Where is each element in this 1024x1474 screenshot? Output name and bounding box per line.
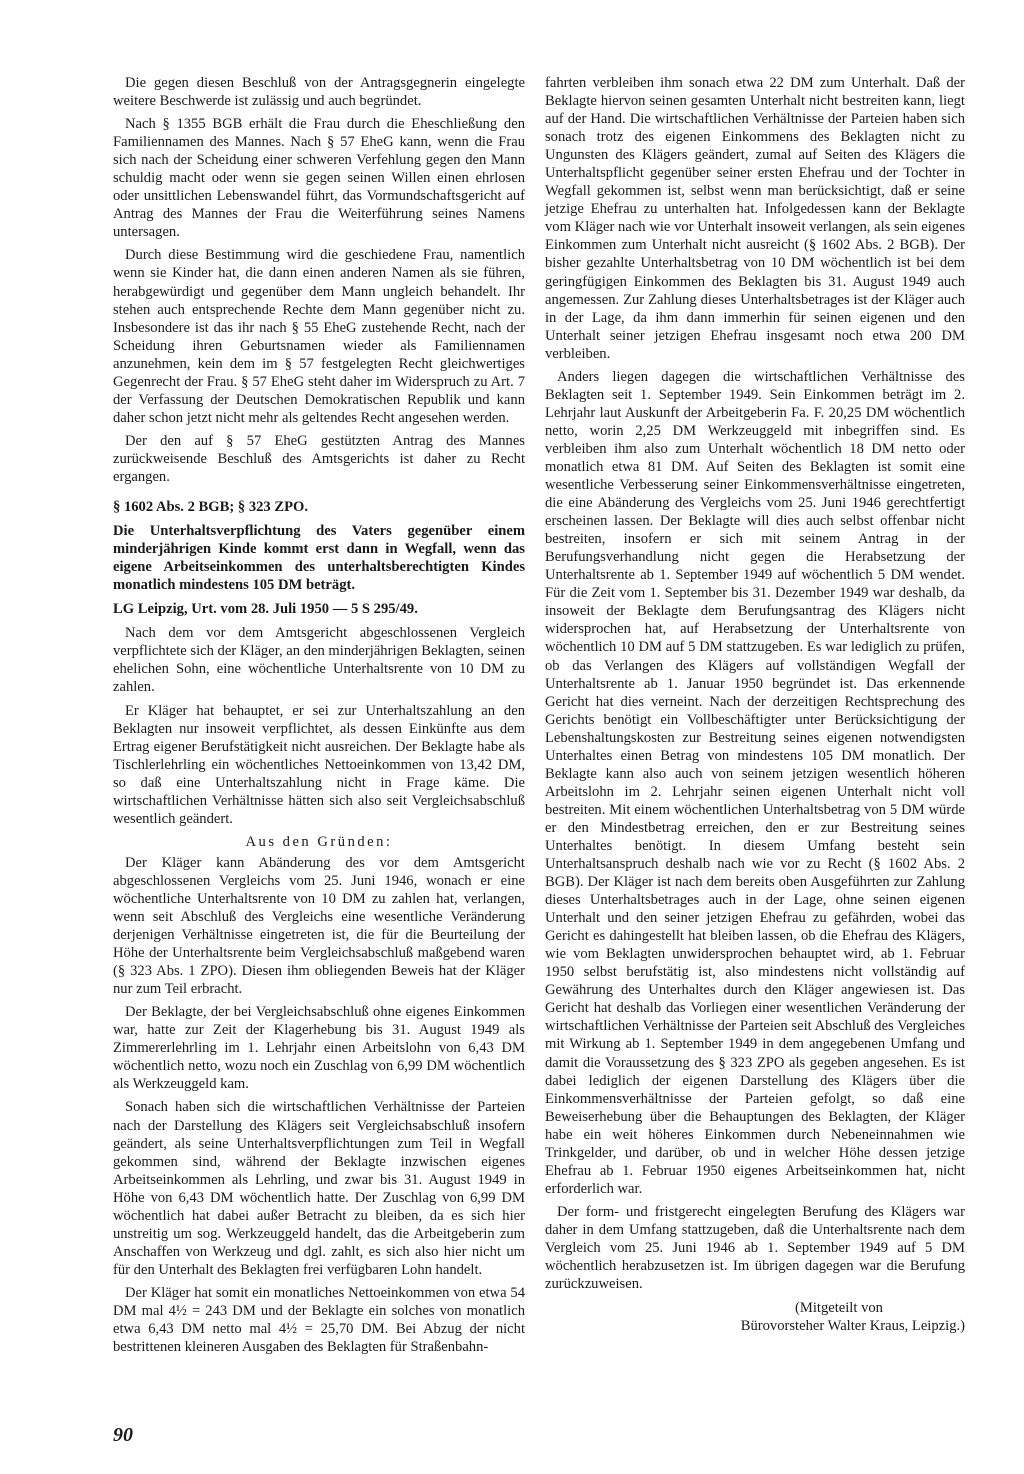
paragraph: Die gegen diesen Beschluß von der Antragsgegnerin eingelegte weitere Beschwerde ist zulässig und auch begründet. [113,75,525,110]
paragraph: Der den auf § 57 EheG gestützten Antrag des Mannes zurückweisende Beschluß des Amtsgerichts ist daher zu Recht ergangen. [113,432,525,485]
grounds-heading: Aus den Gründen: [245,833,393,850]
paragraph: Der Beklagte, der bei Vergleichsabschluß ohne eigenes Einkommen war, hatte zur Zeit der Klagerhebung bis 31. August 1949 als Zimmererlehrling im 1. Lehrjahr einen Arbeitslohn von 6,43 DM wöchentlich netto, wozu noch ein Zuschlag von 6,99 DM wöchentlich als Werkzeuggeld kam. [113,1004,525,1093]
paragraph: Der form- und fristgerecht eingelegten Berufung des Klägers war daher in dem Umfang stattzugeben, daß die Unterhaltsrente nach dem Vergleich vom 25. Juni 1946 ab 1. September 1949 auf 5 DM wöchentlich herabzusetzen ist. Im übrigen dagegen war die Berufung zurückzuweisen. [545,1203,965,1293]
paragraph: fahrten verbleiben ihm sonach etwa 22 DM zum Unterhalt. Daß der Beklagte hiervon seinen gesamten Unterhalt nicht bestreiten kann, liegt auf der Hand. Die wirtschaftlichen Verhältnisse der Parteien haben sich sonach trotz des eigenen Einkommens des Beklagten nicht zu Ungunsten des Klägers geändert, zumal auf Seiten des Klägers die Unterhaltspflicht gegenüber seiner ersten Ehefrau und der Tochter in Wegfall gekommen ist, selbst wenn man berücksichtigt, daß er seine jetzige Ehefrau zu unterhalten hat. Infolgedessen kann der Beklagte vom Kläger nach wie vor Unterhalt insoweit verlangen, als sein eigenes Einkommen zum Unterhalt nicht ausreicht (§ 1602 Abs. 2 BGB). Der bisher gezahlte Unterhaltsbetrag von 10 DM wöchentlich ist bei dem geringfügigen Einkommen des Beklagten bis 31. August 1949 auch angemessen. Zur Zahlung dieses Unterhaltsbetrages ist der Kläger auch in der Lage, da ihm dann immerhin für seinen eigenen und den Unterhalt seiner jetzigen Ehefrau insgesamt noch etwa 200 DM verbleiben. [545,75,965,362]
credit-line [545,1299,955,1317]
paragraph: Er Kläger hat behauptet, er sei zur Unterhaltszahlung an den Beklagten nur insoweit verpflichtet, als dessen Einkünfte aus dem Ertrag eigener Berufstätigkeit nicht ausreichen. Der Beklagte habe als Tischlerlehrling ein wöchentliches Nettoeinkommen von 13,42 DM, so daß eine Unterhaltszahlung nicht in Frage käme. Die wirtschaftlichen Verhältnisse hätten sich also seit Vergleichsabschluß wesentlich geändert. [113,702,525,827]
section-heading: § 1602 Abs. 2 BGB; § 323 ZPO. [113,499,309,516]
court-citation: LG Leipzig, Urt. vom 28. Juli 1950 — 5 S 295/49. [113,601,418,618]
left-column [113,74,525,1361]
paragraph: Nach § 1355 BGB erhält die Frau durch die Eheschließung den Familiennamen des Mannes. Nach § 57 EheG kann, wenn die Frau sich nach der Scheidung einer schweren Verfehlung gegen den Mann schuldig macht oder wenn sie gegen seinen Willen einen ehrlosen oder unsittlichen Lebenswandel führt, das Vormundschaftsgericht auf Antrag des Mannes der Frau die Weiterführung seines Namens untersagen. [113,116,525,241]
paragraph: Der Kläger hat somit ein monatliches Nettoeinkommen von etwa 54 DM mal 4½ = 243 DM und der Beklagte ein solches von monatlich etwa 6,43 DM netto mal 4½ = 25,70 DM. Bei Abzug der nicht bestrittenen kleineren Ausgaben des Beklagten für Straßenbahn- [113,1284,525,1356]
paragraph: Durch diese Bestimmung wird die geschiedene Frau, namentlich wenn sie Kinder hat, die dann einen anderen Namen als sie führen, herabgewürdigt und gegenüber dem Mann ungleich behandelt. Ihr stehen auch entsprechende Rechte dem Mann gegenüber nicht zu. Insbesondere ist das ihr nach § 55 EheG zustehende Recht, nach der Scheidung ihren Geburtsnamen wieder als Familiennamen anzunehmen, kein dem im § 57 festgelegten Recht gleichwertiges Gegenrecht der Frau. § 57 EheG steht daher im Widerspruch zu Art. 7 der Verfassung der Deutschen Demokratischen Republik und kann daher schon jetzt nicht mehr als geltendes Recht angesehen werden. [113,247,525,426]
paragraph: Anders liegen dagegen die wirtschaftlichen Verhältnisse des Beklagten seit 1. September 1949. Sein Einkommen beträgt im 2. Lehrjahr laut Auskunft der Arbeitgeberin Fa. F. 20,25 DM wöchentlich netto, worin 2,25 DM Werkzeuggeld mit inbegriffen sind. Es verbleiben ihm also zum Unterhalt wöchentlich 18 DM netto oder monatlich etwa 81 DM. Auf Seiten des Beklagten ist somit eine wesentliche Verbesserung seiner Einkommensverhältnisse eingetreten, die eine Abänderung des Vergleichs vom 25. Juni 1946 gerechtfertigt erscheinen lassen. Der Beklagte will dies auch selbst offenbar nicht bestreiten, insofern er sich mit seinem Antrag in der Berufungsverhandlung nicht gegen die Herabsetzung der Unterhaltsrente ab 1. September 1949 auf wöchentlich 5 DM wendet. Für die Zeit vom 1. September bis 31. Dezember 1949 war deshalb, da insoweit der Beklagte dem Berufungsantrag des Klägers nicht widersprochen hat, auf Herabsetzung der Unterhaltsrente von wöchentlich 10 DM auf 5 DM stattzugeben. Es war lediglich zu prüfen, ob das Verlangen des Klägers auf vollständigen Wegfall der Unterhaltsrente ab 1. Januar 1950 begründet ist. Das erkennende Gericht hat dies verneint. Nach der derzeitigen Rechtsprechung des Gerichts benötigt ein Vollbeschäftigter unter Berücksichtigung der Lebenshaltungskosten zur Bestreitung seines eigenen notwendigsten Unterhaltes einen Betrag von mindestens 105 DM monatlich. Der Beklagte kann also auch von seinem jetzigen wesentlich höheren Arbeitslohn im 2. Lehrjahr seinen eigenen Unterhalt nicht voll bestreiten. Mit einem wöchentlichen Unterhaltsbetrag von 5 DM würde er den Mindestbetrag erreichen, den er zur Bestreitung seines Unterhaltes benötigt. In diesem Umfang besteht sein Unterhaltsanspruch deshalb nach wie vor zu Recht (§ 1602 Abs. 2 BGB). Der Kläger ist nach dem bereits oben Ausgeführten zur Zahlung dieses Unterhaltsbetrages auch in der Lage, ohne seinen eigenen Unterhalt und den seiner jetzigen Ehefrau zu gefährden, wobei das Gericht es dahingestellt hat bleiben lassen, ob die Ehefrau des Klägers, wie vom Beklagten unwidersprochen behauptet wird, ab 1. Februar 1950 selbst berufstätig ist, also mindestens nicht vollständig auf Gewährung des Unterhaltes durch den Kläger angewiesen ist. Das Gericht hat deshalb das Vorliegen einer wesentlichen Veränderung der wirtschaftlichen Verhältnisse der Parteien seit Abschluß des Vergleiches mit Wirkung ab 1. September 1949 in dem angegebenen Umfang und damit die Voraussetzung des § 323 ZPO als gegeben angesehen. Es ist dabei lediglich der eigenen Darstellung des Klägers über die Einkommensverhältnisse der Parteien gefolgt, so daß eine Beweiserhebung über die Behauptungen des Beklagten, der Kläger habe ein weit höheres Einkommen durch Nebeneinnahmen wie Trinkgelder, und darüber, ob und in welcher Höhe dessen jetzige Ehefrau ab 1. Februar 1950 eigenes Arbeitseinkommen hat, nicht erforderlich war. [545,368,965,1197]
right-column [545,74,965,1335]
credit-author: Bürovorsteher Walter Kraus, Leipzig.) [740,1318,965,1335]
paragraph: Der Kläger kann Abänderung des vor dem Amtsgericht abgeschlossenen Vergleichs vom 25. Juni 1946, wonach er eine wöchentliche Unterhaltsrente von 10 DM zu zahlen hat, verlangen, wenn seit Abschluß des Vergleichs eine wesentliche Veränderung derjenigen Verhältnisse eingetreten ist, die für die Beurteilung der Höhe der Unterhaltsrente beim Vergleichsabschluß maßgebend waren (§ 323 Abs. 1 ZPO). Diesen ihm obliegenden Beweis hat der Kläger nur zum Teil erbracht. [113,854,525,998]
credit-text: (Mitgeteilt von [795,1300,883,1317]
paragraph: Nach dem vor dem Amtsgericht abgeschlossenen Vergleich verpflichtete sich der Kläger, an den minderjährigen Beklagten, seinen ehelichen Sohn, eine wöchentliche Unterhaltsrente von 10 DM zu zahlen. [113,625,525,696]
paragraph: Sonach haben sich die wirtschaftlichen Verhältnisse der Parteien nach der Darstellung des Klägers seit Vergleichsabschluß insofern geändert, als seine Unterhaltsverpflichtungen zum Teil in Wegfall gekommen sind, während der Beklagte inzwischen eigenes Arbeitseinkommen als Lehrling, und zwar bis 31. August 1949 in Höhe von 6,43 DM wöchentlich hatte. Der Zuschlag von 6,99 DM wöchentlich hat dabei außer Betracht zu bleiben, da es sich hier unstreitig um sog. Werkzeuggeld handelt, das die Arbeitgeberin zum Anschaffen von Werkzeug und dgl. zahlt, es sich also hier nicht um für den Unterhalt des Beklagten frei verfügbaren Lohn handelt. [113,1099,525,1278]
headnote: Die Unterhaltsverpflichtung des Vaters gegenüber einem minderjährigen Kinde kommt erst dann in Wegfall, wenn das eigene Arbeitseinkommen des unterhaltsberechtigten Kindes monatlich mindestens 105 DM beträgt. [113,523,525,594]
page-number: 90 [113,1424,133,1446]
